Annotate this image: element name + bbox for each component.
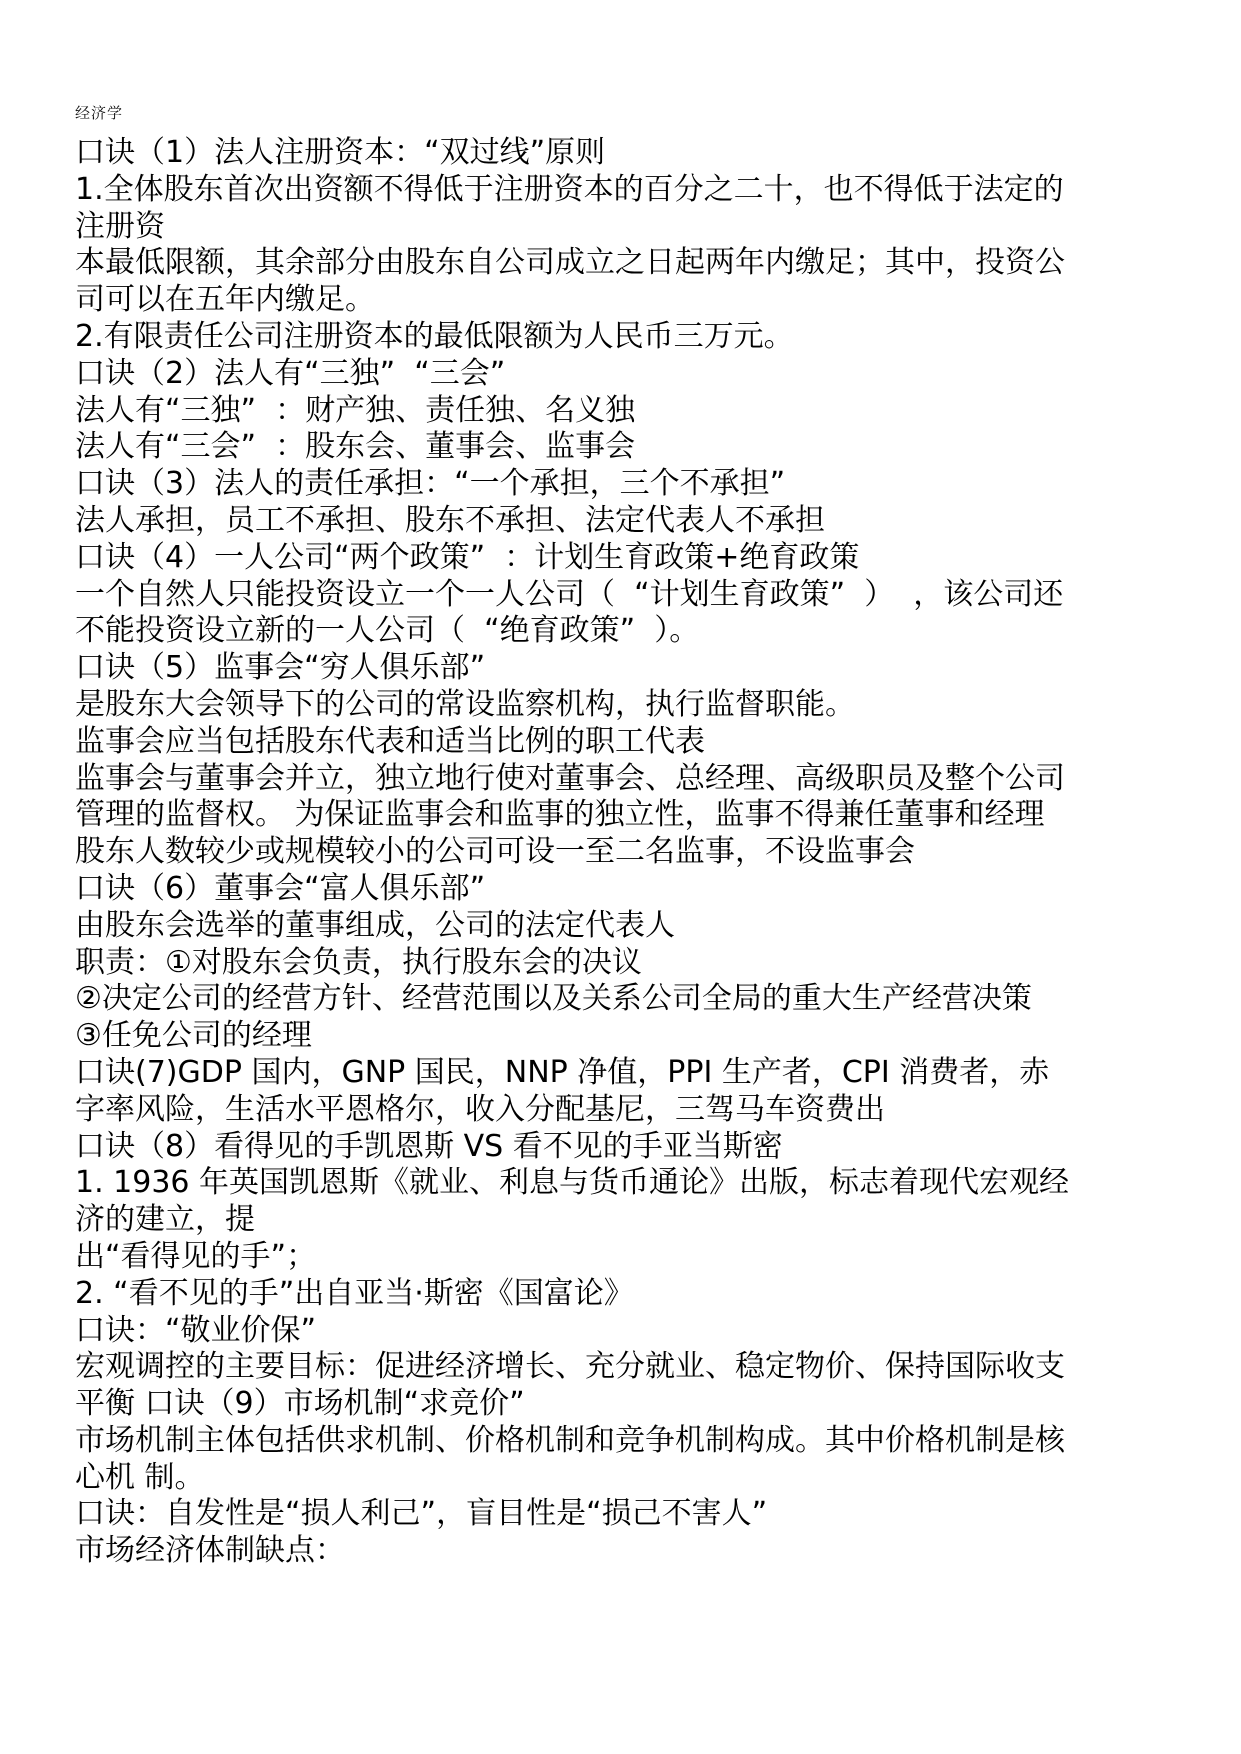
text-line: 2.有限责任公司注册资本的最低限额为人民币三万元。 — [75, 318, 794, 354]
text-line: 口诀（1）法人注册资本：“双过线”原则 — [75, 135, 606, 170]
text-line: 宏观调控的主要目标：促进经济增长、充分就业、稳定物价、保持国际收支 — [75, 1349, 1065, 1385]
text-line: 本最低限额，其余部分由股东自公司成立之日起两年内缴足；其中，投资公 — [75, 245, 1065, 281]
text-line: 市场机制主体包括供求机制、价格机制和竞争机制构成。其中价格机制是核 — [75, 1422, 1065, 1458]
text-line: 股东人数较少或规模较小的公司可设一至二名监事，不设监事会 — [75, 834, 915, 870]
text-line: ③任免公司的经理 — [75, 1018, 312, 1054]
text-line: 2. “看不见的手”出自亚当·斯密《国富论》 — [75, 1275, 634, 1311]
page-header: 经济学 — [75, 104, 124, 122]
text-line: 法人承担，员工不承担、股东不承担、法定代表人不承担 — [75, 502, 825, 538]
text-line: 字率风险，生活水平恩格尔，收入分配基尼，三驾马车资费出 — [75, 1091, 885, 1127]
text-line: 注册资 — [75, 208, 165, 244]
text-line: 口诀：自发性是“损人利己”，盲目性是“损己不害人” — [75, 1496, 768, 1532]
text-line: 口诀：“敬业价保” — [75, 1312, 317, 1348]
text-line: 口诀（2）法人有“三独” “三会” — [75, 355, 506, 391]
document-body — [75, 135, 1190, 1570]
text-line: 市场经济体制缺点： — [75, 1533, 345, 1569]
text-line: 1.全体股东首次出资额不得低于注册资本的百分之二十，也不得低于法定的 — [75, 171, 1064, 207]
text-line: 出“看得见的手”； — [75, 1238, 317, 1274]
text-line: 管理的监督权。 为保证监事会和监事的独立性，监事不得兼任董事和经理 — [75, 797, 1045, 833]
text-line: 监事会应当包括股东代表和适当比例的职工代表 — [75, 723, 705, 759]
text-line: 1. 1936 年英国凯恩斯《就业、利息与货币通论》出版，标志着现代宏观经 — [75, 1165, 1070, 1201]
text-line: 法人有“三独” ：财产独、责任独、名义独 — [75, 392, 636, 428]
text-line: 口诀（5）监事会“穷人俱乐部” — [75, 650, 486, 686]
text-line: 心机 制。 — [75, 1459, 205, 1495]
text-line: 由股东会选举的董事组成，公司的法定代表人 — [75, 907, 675, 943]
text-line: 口诀(7)GDP 国内，GNP 国民，NNP 净值，PPI 生产者，CPI 消费者，赤 — [75, 1054, 1050, 1090]
text-line: 是股东大会领导下的公司的常设监察机构，执行监督职能。 — [75, 686, 855, 722]
text-line: ②决定公司的经营方针、经营范围以及关系公司全局的重大生产经营决策 — [75, 981, 1032, 1017]
text-line: 法人有“三会” ：股东会、董事会、监事会 — [75, 429, 636, 465]
text-line: 济的建立，提 — [75, 1202, 255, 1238]
text-line: 监事会与董事会并立，独立地行使对董事会、总经理、高级职员及整个公司 — [75, 760, 1065, 796]
text-line: 口诀（4）一人公司“两个政策” ：计划生育政策+绝育政策 — [75, 539, 860, 575]
text-line: 司可以在五年内缴足。 — [75, 282, 375, 318]
text-line: 口诀（8）看得见的手凯恩斯 VS 看不见的手亚当斯密 — [75, 1128, 783, 1164]
text-line: 一个自然人只能投资设立一个一人公司（ “计划生育政策” ） ，该公司还 — [75, 576, 1064, 612]
text-line: 职责：①对股东会负责，执行股东会的决议 — [75, 944, 642, 980]
text-line: 平衡 口诀（9）市场机制“求竞价” — [75, 1386, 525, 1422]
text-line: 不能投资设立新的一人公司（ “绝育政策” ）。 — [75, 613, 700, 649]
text-line: 口诀（3）法人的责任承担：“一个承担，三个不承担” — [75, 466, 786, 502]
text-line: 口诀（6）董事会“富人俱乐部” — [75, 870, 486, 906]
